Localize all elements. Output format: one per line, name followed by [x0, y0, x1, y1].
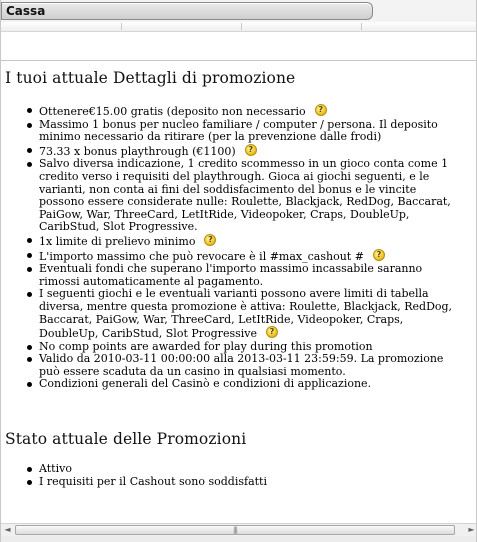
- scrollbar-grip-icon: |||: [232, 526, 238, 534]
- title-bar: [1, 0, 477, 22]
- list-item-text: Eventuali fondi che superano l'importo massimo incassabile saranno rimossi automaticamente al pagamento.: [39, 262, 423, 288]
- list-item-text: I seguenti giochi e le eventuali varianti possono avere limiti di tabella diversa, mentre questa promozione è attiva: Roulette, Blackjack, RedDog, Baccarat, PaiGow, War, ThreeCard, LetItRide, Videopoker, Craps, DoubleUp, CaribStud, Slot Progressive: [39, 287, 453, 341]
- list-item: [1, 104, 471, 119]
- list-item-text: 1x limite di prelievo minimo: [39, 234, 196, 248]
- list-item: [1, 263, 471, 288]
- title-tab[interactable]: [1, 2, 373, 20]
- list-item-text: Massimo 1 bonus per nucleo familiare / computer / persona. Il deposito minimo necessario da ritirare (per la prevenzione dalle frodi): [39, 117, 438, 144]
- list-item: [1, 249, 471, 264]
- promotion-details-list: [1, 104, 471, 391]
- list-item: [1, 476, 471, 489]
- toolbar-strip: [1, 22, 477, 32]
- list-item-text: Attivo: [39, 462, 72, 475]
- promotion-status-heading: Stato attuale delle Promozioni: [5, 430, 247, 448]
- scrollbar-thumb[interactable]: [15, 525, 455, 535]
- list-item: [1, 378, 471, 391]
- window-bottom-edge: [1, 536, 477, 542]
- list-item: [1, 144, 471, 159]
- horizontal-scrollbar[interactable]: [1, 523, 477, 536]
- list-item-text: Valido da 2010-03-11 00:00:00 alla 2013-03-11 23:59:59. La promozione può essere scaduta da un casino in qualsiasi momento.: [39, 352, 444, 378]
- question-mark-icon[interactable]: [266, 326, 278, 338]
- toolbar-separator: [361, 23, 362, 30]
- toolbar-separator: [241, 23, 242, 30]
- list-item: [1, 234, 471, 249]
- header-area: [1, 32, 477, 61]
- list-item-text: Ottenere€15.00 gratis (deposito non necessario: [39, 105, 306, 118]
- list-item: [1, 119, 471, 144]
- scroll-left-icon[interactable]: ◄: [4, 525, 11, 534]
- question-mark-icon[interactable]: [373, 249, 385, 261]
- list-item-text: I requisiti per il Cashout sono soddisfatti: [39, 474, 267, 488]
- list-item: [1, 353, 471, 378]
- promotion-status-list: [1, 463, 471, 488]
- list-item-text: L'importo massimo che può revocare è il #max_cashout #: [39, 249, 364, 263]
- question-mark-icon[interactable]: [204, 234, 216, 246]
- list-item-text: Condizioni generali del Casinò e condizioni di applicazione.: [39, 377, 372, 391]
- promotion-content: [1, 61, 476, 523]
- list-item-text: No comp points are awarded for play during this promotion: [39, 339, 373, 353]
- list-item: [1, 288, 471, 340]
- window-title: Cassa: [6, 4, 46, 18]
- question-mark-icon[interactable]: [315, 104, 327, 116]
- list-item: [1, 158, 471, 234]
- toolbar-separator: [121, 23, 122, 30]
- list-item-text: 73.33 x bonus playthrough (€1100): [39, 144, 236, 158]
- list-item-text: Salvo diversa indicazione, 1 credito scommesso in un gioco conta come 1 credito verso i requisiti del playthrough. Gioca ai giochi seguenti, e le varianti, non conta ai fini del soddisfacimento del bonus e le vincite possono essere considerate nulle: Roulette, Blackjack, RedDog, Baccarat, PaiGow, War, ThreeCard, LetItRide, Videopoker, Craps, DoubleUp, CaribStud, Slot Progressive.: [39, 157, 451, 234]
- promotion-details-heading: I tuoi attuale Dettagli di promozione: [5, 69, 296, 87]
- question-mark-icon[interactable]: [245, 144, 257, 156]
- scroll-right-icon[interactable]: ►: [468, 525, 475, 534]
